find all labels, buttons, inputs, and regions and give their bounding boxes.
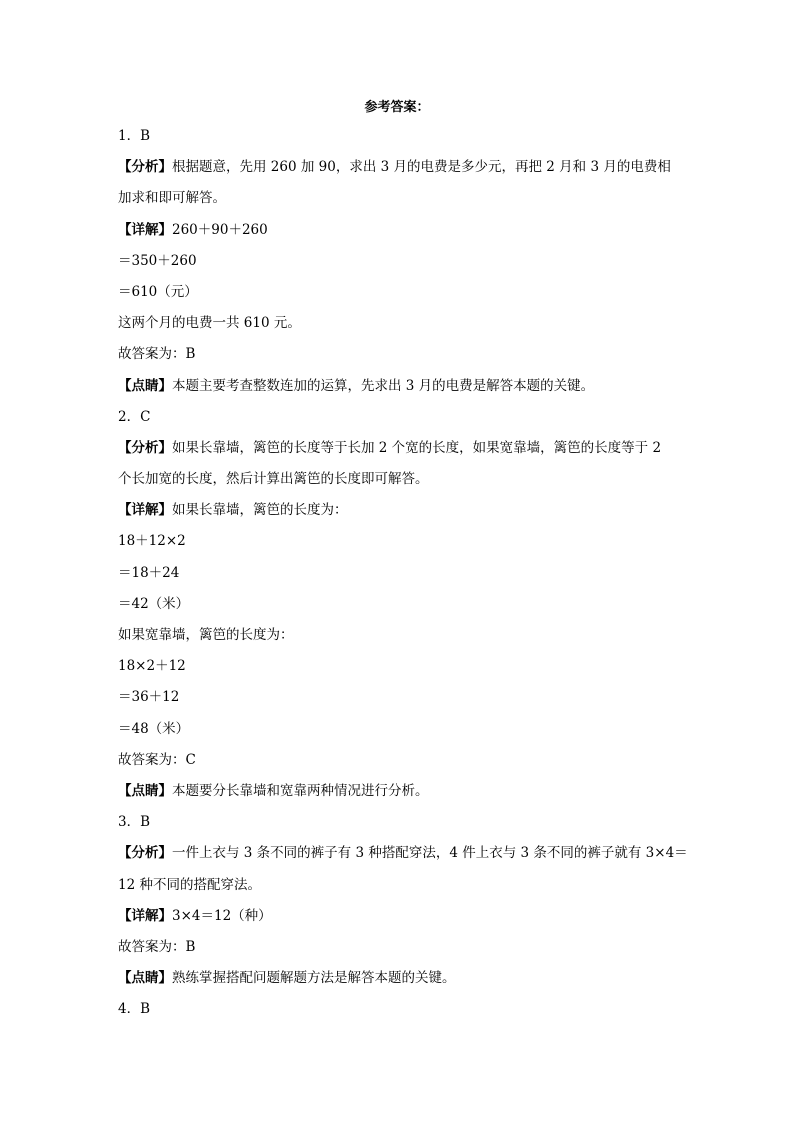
- detail-text: 如果长靠墙，篱笆的长度为：: [172, 502, 348, 519]
- detail-text: ＝610（元）: [118, 283, 198, 300]
- detail-text: ＝350＋260: [118, 252, 197, 269]
- answer-line: 故答案为：B: [118, 938, 196, 955]
- detail-line: [118, 901, 678, 932]
- detail-text: 如果宽靠墙，篱笆的长度为：: [118, 627, 294, 643]
- detail-text: 这两个月的电费一共 610 元。: [118, 315, 301, 332]
- detail-line: [118, 495, 678, 526]
- comment-label: 【点睛】: [118, 970, 172, 987]
- analysis-text: 如果长靠墙，篱笆的长度等于长加 2 个宽的长度，如果宽靠墙，篱笆的长度等于 2: [172, 439, 662, 456]
- detail-label: 【详解】: [118, 502, 172, 519]
- comment-label: 【点睛】: [118, 377, 172, 394]
- detail-text: 3×4＝12（种）: [172, 907, 272, 924]
- analysis-line: [118, 433, 678, 464]
- analysis-label: 【分析】: [118, 845, 172, 862]
- analysis-line: [118, 838, 688, 869]
- detail-text: ＝48（米）: [118, 720, 190, 737]
- question-number: 2．C: [118, 408, 151, 425]
- comment-line: [118, 776, 678, 807]
- analysis-text: 加求和即可解答。: [118, 190, 226, 207]
- question-number: 4．B: [118, 1001, 151, 1018]
- analysis-label: 【分析】: [118, 159, 172, 176]
- comment-text: 本题要分长靠墙和宽靠两种情况进行分析。: [172, 782, 429, 799]
- detail-text: ＝42（米）: [118, 595, 190, 612]
- comment-text: 本题主要考查整数连加的运算，先求出 3 月的电费是解答本题的关键。: [172, 377, 595, 394]
- comment-line: [118, 963, 678, 994]
- detail-label: 【详解】: [118, 221, 172, 238]
- detail-text: ＝18＋24: [118, 564, 180, 581]
- question-number: 1．B: [118, 128, 151, 144]
- comment-text: 熟练掌握搭配问题解题方法是解答本题的关键。: [172, 970, 456, 987]
- answer-line: 故答案为：B: [118, 346, 196, 363]
- detail-line: [118, 215, 678, 246]
- question-number: 3．B: [118, 814, 151, 831]
- page-title: 参考答案：: [364, 100, 430, 115]
- answer-line: 故答案为：C: [118, 751, 196, 768]
- analysis-label: 【分析】: [118, 439, 172, 456]
- detail-text: 260＋90＋260: [172, 221, 268, 238]
- answer-content: [118, 121, 688, 1025]
- analysis-text: 12 种不同的搭配穿法。: [118, 876, 261, 893]
- analysis-text: 一件上衣与 3 条不同的裤子有 3 种搭配穿法，4 件上衣与 3 条不同的裤子就有 3×4＝: [172, 845, 688, 862]
- analysis-text: 个长加宽的长度，然后计算出篱笆的长度即可解答。: [118, 471, 429, 488]
- detail-text: ＝36＋12: [118, 689, 180, 706]
- analysis-text: 根据题意，先用 260 加 90，求出 3 月的电费是多少元，再把 2 月和 3 月的电费相: [172, 159, 671, 176]
- analysis-line: [118, 152, 678, 183]
- comment-line: [118, 371, 678, 402]
- detail-label: 【详解】: [118, 907, 172, 924]
- detail-text: 18＋12×2: [118, 533, 186, 550]
- detail-text: 18×2＋12: [118, 658, 186, 675]
- comment-label: 【点睛】: [118, 782, 172, 799]
